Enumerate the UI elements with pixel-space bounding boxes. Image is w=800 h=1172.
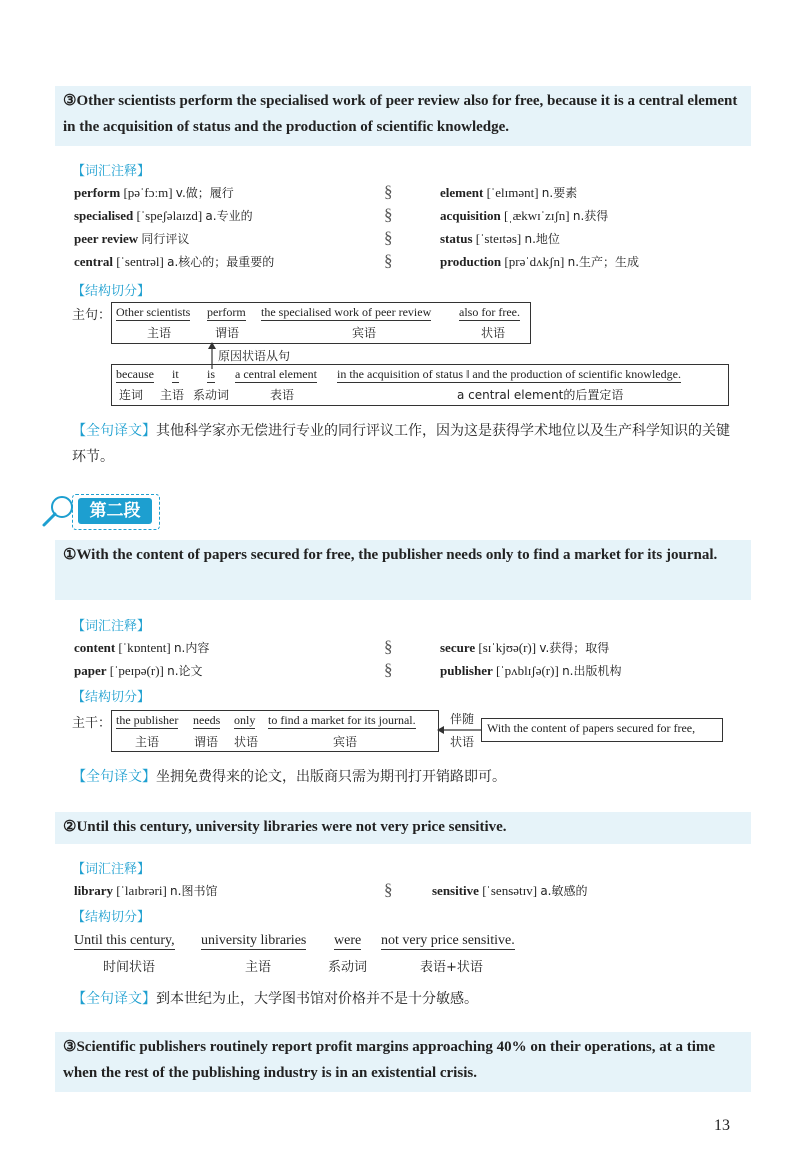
vocab-def: a.核心的；最重要的: [167, 255, 275, 269]
segment: not very price sensitive.: [381, 933, 515, 948]
translation: [72, 764, 732, 790]
vocab-ipa: [ˈspeʃəlaɪzd]: [136, 208, 203, 223]
segment-label: 状语: [481, 326, 506, 340]
segment-label: 表语: [270, 388, 295, 402]
segment: were: [334, 933, 362, 948]
translation-tag: 【全句译文】: [72, 423, 156, 439]
struct-tag: 【结构切分】: [72, 284, 151, 299]
sentence-box: [55, 1032, 751, 1092]
segment-label: 主语: [245, 960, 272, 975]
vocab-entry: [432, 882, 588, 899]
vocab-ipa: [ˌækwɪˈzɪʃn]: [503, 208, 570, 223]
divider-icon: §: [384, 228, 393, 247]
segment: a central element: [235, 367, 317, 381]
translation-tag: 【全句译文】: [72, 769, 156, 785]
section-title: 第二段: [78, 498, 152, 524]
vocab-def: a.专业的: [205, 209, 253, 223]
vocab-def: v.获得；取得: [539, 641, 610, 655]
vocab-entry: [440, 253, 639, 270]
vocab-tag: 【词汇注释】: [72, 619, 151, 634]
vocab-ipa: [ˈelɪmənt]: [486, 185, 539, 200]
vocab-entry: [74, 230, 189, 247]
vocab-def: n.图书馆: [170, 884, 218, 898]
vocab-word: central: [74, 254, 113, 269]
translation-text: 坐拥免费得来的论文，出版商只需为期刊打开销路即可。: [156, 769, 506, 785]
translation: [72, 986, 732, 1012]
sentence-text: ①With the content of papers secured for free, the publisher needs only to find a market for its journal.: [63, 547, 718, 563]
divider-icon: §: [384, 637, 393, 656]
sentence-box: [55, 812, 751, 844]
vocab-word: secure: [440, 640, 476, 655]
divider-icon: §: [384, 660, 393, 679]
divider-icon: §: [384, 251, 393, 270]
sentence-text: ③Scientific publishers routinely report profit margins approaching 40% on their operations, at a time when the rest of the publishing industry is in an existential crisis.: [63, 1039, 716, 1081]
vocab-def: n.获得: [572, 209, 609, 223]
sentence-text: ③Other scientists perform the specialised work of peer review also for free, because it is a central element in the acquisition of status and the production of scientific knowledge.: [63, 93, 738, 135]
page-number: 13: [714, 1117, 730, 1134]
vocab-ipa: [ˈsensətɪv]: [482, 883, 538, 898]
vocab-entry: [74, 882, 217, 899]
vocab-word: library: [74, 883, 113, 898]
segment: needs: [193, 713, 221, 727]
segment-label: 系动词: [328, 960, 368, 975]
divider-icon: §: [384, 205, 393, 224]
adverbial-text: With the content of papers secured for free,: [487, 721, 696, 735]
vocab-entry: [440, 639, 609, 656]
vocab-def: n.出版机构: [562, 664, 622, 678]
segment: also for free.: [459, 305, 520, 319]
vocab-ipa: [ˈsteɪtəs]: [475, 231, 522, 246]
vocab-entry: [74, 207, 253, 224]
vocab-word: content: [74, 640, 116, 655]
translation: [72, 418, 732, 470]
segment: to find a market for its journal.: [268, 713, 416, 727]
vocab-word: acquisition: [440, 208, 501, 223]
segment-label: 连词: [119, 388, 144, 402]
vocab-entry: [440, 662, 621, 679]
segment: because: [116, 367, 154, 381]
vocab-word: publisher: [440, 663, 493, 678]
segment-label: 主语: [147, 326, 172, 340]
vocab-word: perform: [74, 185, 121, 200]
divider-icon: §: [384, 182, 393, 201]
vocab-ipa: [ˈpʌblɪʃə(r)]: [496, 663, 559, 678]
vocab-ipa: [ˈpeɪpə(r)]: [109, 663, 164, 678]
vocab-ipa: [ˈkɒntent]: [118, 640, 171, 655]
vocab-entry: [74, 253, 274, 270]
segment: perform: [207, 305, 246, 319]
vocab-ipa: [ˈlaɪbrəri]: [116, 883, 167, 898]
vocab-def: 同行评议: [141, 232, 190, 246]
adverbial-label-bottom: 状语: [450, 735, 475, 749]
vocab-entry: [440, 207, 608, 224]
segment-label: 系动词: [193, 388, 230, 402]
vocab-ipa: [pəˈfɔːm]: [123, 185, 173, 200]
vocab-word: production: [440, 254, 502, 269]
adverbial-label-top: 伴随: [450, 712, 475, 726]
vocab-word: specialised: [74, 208, 134, 223]
struct-tag: 【结构切分】: [72, 690, 151, 705]
segment-label: 状语: [234, 735, 259, 749]
vocab-tag: 【词汇注释】: [72, 862, 151, 877]
vocab-def: a.敏感的: [540, 884, 588, 898]
vocab-word: status: [440, 231, 473, 246]
vocab-ipa: [sɪˈkjʊə(r)]: [478, 640, 537, 655]
sentence-text: ②Until this century, university libraries were not very price sensitive.: [63, 819, 507, 835]
segment-label: 主语: [135, 735, 160, 749]
vocab-def: v.做；履行: [175, 186, 234, 200]
vocab-entry: [74, 662, 203, 679]
main-clause-label: 主干：: [72, 716, 112, 731]
segment: university libraries: [201, 933, 307, 948]
segment-label: 主语: [160, 388, 185, 402]
vocab-def: n.要素: [541, 186, 578, 200]
vocab-word: element: [440, 185, 484, 200]
vocab-def: n.论文: [167, 664, 203, 678]
sentence-box: [55, 86, 751, 146]
segment: Until this century,: [74, 933, 175, 948]
clause-note: 原因状语从句: [218, 349, 291, 363]
translation-text: 到本世纪为止，大学图书馆对价格并不是十分敏感。: [156, 991, 478, 1007]
vocab-entry: [74, 184, 234, 201]
vocab-ipa: [ˈsentrəl]: [116, 254, 164, 269]
segment: Other scientists: [116, 305, 191, 319]
vocab-ipa: [prəˈdʌkʃn]: [504, 254, 565, 269]
segment: it: [172, 367, 179, 381]
vocab-tag: 【词汇注释】: [72, 164, 151, 179]
segment-label: 谓语: [194, 735, 219, 749]
segment-label: a central element的后置定语: [457, 388, 624, 402]
segment: the publisher: [116, 713, 179, 727]
segment: is: [207, 367, 216, 381]
vocab-entry: [74, 639, 209, 656]
vocab-entry: [440, 230, 560, 247]
segment-label: 宾语: [333, 735, 358, 749]
vocab-def: n.生产；生成: [567, 255, 640, 269]
segment: only: [234, 713, 256, 727]
sentence-box: [55, 540, 751, 600]
main-clause-label: 主句：: [72, 308, 112, 323]
segment-label: 宾语: [352, 326, 377, 340]
vocab-word: peer review: [74, 231, 139, 246]
segment: in the acquisition of status ‖ and the production of scientific knowledge.: [337, 367, 681, 381]
segment-label: 表语+状语: [420, 960, 483, 975]
vocab-word: sensitive: [432, 883, 479, 898]
divider-icon: §: [384, 880, 393, 899]
translation-tag: 【全句译文】: [72, 991, 156, 1007]
segment-label: 谓语: [215, 326, 240, 340]
translation-text: 其他科学家亦无偿进行专业的同行评议工作，因为这是获得学术地位以及生产科学知识的关键环节。: [72, 423, 730, 465]
vocab-entry: [440, 184, 577, 201]
struct-tag: 【结构切分】: [72, 910, 151, 925]
vocab-def: n.地位: [524, 232, 560, 246]
vocab-def: n.内容: [173, 641, 210, 655]
segment-label: 时间状语: [103, 960, 156, 975]
segment: the specialised work of peer review: [261, 305, 432, 319]
vocab-word: paper: [74, 663, 107, 678]
